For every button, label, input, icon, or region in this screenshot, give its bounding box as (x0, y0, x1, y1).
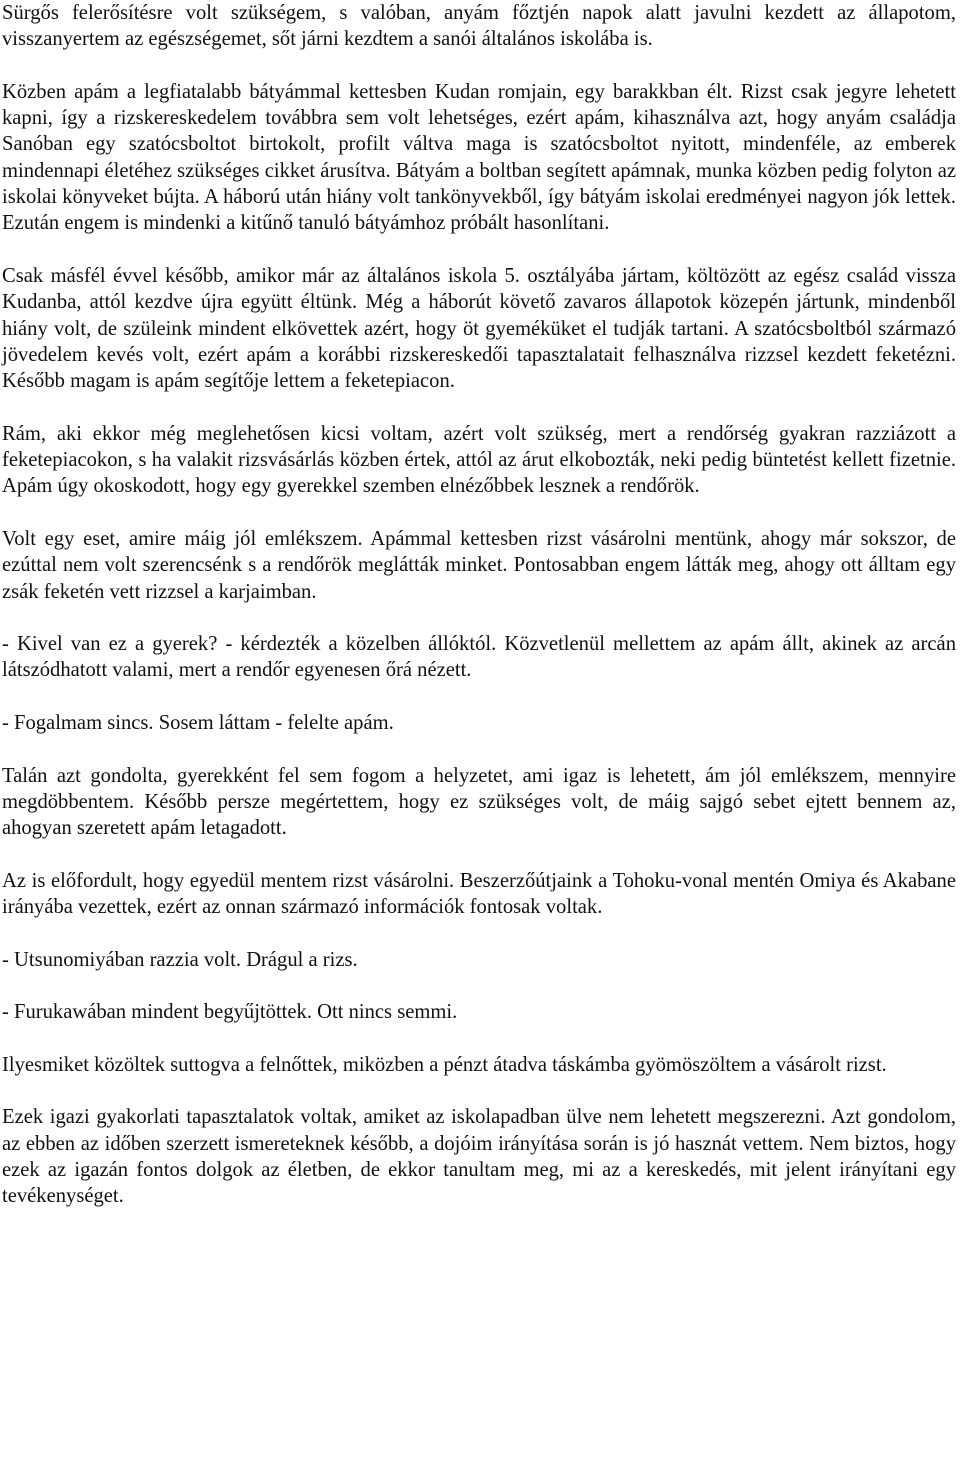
paragraph-4: Rám, aki ekkor még meglehetősen kicsi voltam, azért volt szükség, mert a rendőrség gyakran razziázott a feketepiacokon, s ha valakit rizsvásárlás közben értek, attól az árut elkobozták, neki pedig büntetést kellett fizetnie. Apám úgy okoskodott, hogy egy gyerekkel szemben elnézőbbek lesznek a rendőrök. (2, 422, 956, 498)
paragraph-13: Ezek igazi gyakorlati tapasztalatok voltak, amiket az iskolapadban ülve nem lehetett megszerezni. Azt gondolom, az ebben az időben szerzett ismereteknek később, a dojóim irányítása során is jó hasznát vettem. Nem biztos, hogy ezek az igazán fontos dolgok az életben, de ekkor tanultam meg, mi az a kereskedés, mit jelent irányítani egy tevékenységet. (2, 1106, 956, 1208)
paragraph-5: Volt egy eset, amire máig jól emlékszem. Apámmal kettesben rizst vásárolni mentünk, ahogy már sokszor, de ezúttal nem volt szerencsénk s a rendőrök meglátták minket. Pontosabban engem látták meg, ahogy ott álltam egy zsák feketén vett rizzsel a karjaimban. (2, 527, 956, 603)
paragraph-3: Csak másfél évvel később, amikor már az általános iskola 5. osztályába jártam, költözött az egész család vissza Kudanba, attól kezdve újra együtt éltünk. Még a háborút követő zavaros állapotok közepén jártunk, mindenből hiány volt, de szüleink mindent elkövettek azért, hogy öt gyeméküket el tudják tartani. A szatócsboltból származó jövedelem kevés volt, ezért apám a korábbi rizskereskedői tapasztalatait felhasználva rizzsel kezdett feketézni. Később magam is apám segítője lettem a feketepiacon. (2, 264, 956, 393)
paragraph-7: - Fogalmam sincs. Sosem láttam - felelte apám. (2, 712, 394, 735)
paragraph-1: Sürgős felerősítésre volt szükségem, s valóban, anyám főztjén napok alatt javulni kezdett az állapotom, visszanyertem az egészségemet, sőt járni kezdtem a sanói általános iskolába is. (2, 2, 956, 51)
paragraph-11: - Furukawában mindent begyűjtöttek. Ott nincs semmi. (2, 1001, 458, 1024)
paragraph-6: - Kivel van ez a gyerek? - kérdezték a közelben állóktól. Közvetlenül mellettem az apám állt, akinek az arcán látszódhatott valami, mert a rendőr egyenesen őrá nézett. (2, 633, 956, 682)
paragraph-2: Közben apám a legfiatalabb bátyámmal kettesben Kudan romjain, egy barakkban élt. Rizst csak jegyre lehetett kapni, így a rizskereskedelem továbbra sem volt lehetséges, ezért apám, kihasználva azt, hogy anyám családja Sanóban egy szatócsboltot birtokolt, profilt váltva maga is szatócsboltot nyitott, mindenféle, az emberek mindennapi életéhez szükséges cikket árusítva. Bátyám a boltban segített apámnak, munka közben pedig folyton az iskolai könyveket bújta. A háború után hiány volt tankönyvekből, így bátyám iskolai eredményei nagyon jók lettek. Ezután engem is mindenki a kitűnő tanuló bátyámhoz próbált hasonlítani. (2, 80, 956, 235)
paragraph-10: - Utsunomiyában razzia volt. Drágul a rizs. (2, 948, 358, 971)
paragraph-9: Az is előfordult, hogy egyedül mentem rizst vásárolni. Beszerzőútjaink a Tohoku-vonal mentén Omiya és Akabane irányába vezettek, ezért az onnan származó információk fontosak voltak. (2, 869, 956, 919)
paragraph-12: Ilyesmiket közöltek suttogva a felnőttek, miközben a pénzt átadva táskámba gyömöszöltem a vásárolt rizst. (2, 1053, 887, 1076)
paragraph-8: Talán azt gondolta, gyerekként fel sem fogom a helyzetet, ami igaz is lehetett, ám jól emlékszem, mennyire megdöbbentem. Később persze megértettem, hogy ez szükséges volt, de máig sajgó sebet ejtett bennem az, ahogyan szeretett apám letagadott. (2, 764, 956, 840)
